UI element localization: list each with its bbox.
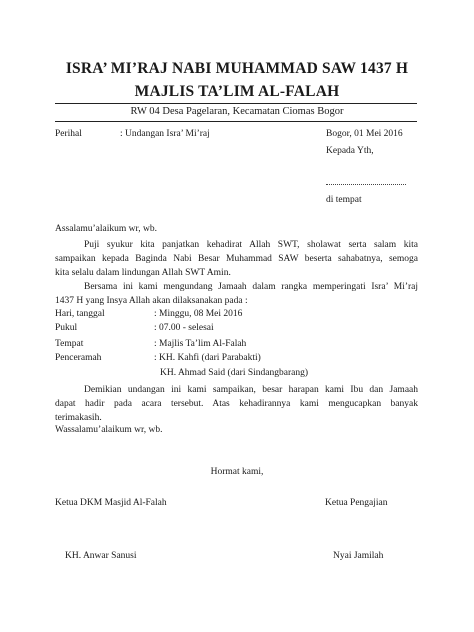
detail-day-value: : Minggu, 08 Mei 2016 bbox=[154, 309, 243, 319]
letter-title-line1: ISRA’ MI’RAJ NABI MUHAMMAD SAW 1437 H bbox=[65, 60, 409, 77]
detail-speaker-label: Penceramah bbox=[55, 353, 102, 363]
closing-line3: terimakasih. bbox=[55, 413, 102, 423]
closing-line2: dapat hadir pada acara tersebut. Atas kehadirannya kami mengucapkan banyak bbox=[55, 399, 418, 409]
signer-left-title: Ketua DKM Masjid Al-Falah bbox=[55, 498, 167, 508]
recipient-label: Kepada Yth, bbox=[326, 146, 374, 156]
detail-time-value: : 07.00 - selesai bbox=[154, 323, 214, 333]
detail-place-label: Tempat bbox=[55, 339, 84, 349]
header-rule-bottom bbox=[55, 121, 417, 122]
header-rule-top bbox=[55, 103, 417, 104]
signer-left-name: KH. Anwar Sanusi bbox=[65, 551, 137, 561]
sign-off: Hormat kami, bbox=[210, 467, 264, 477]
paragraph2-line1: Bersama ini kami mengundang Jamaah dalam rangka memperingati Isra’ Mi’raj bbox=[84, 282, 418, 292]
greeting: Assalamu’alaikum wr, wb. bbox=[55, 224, 157, 234]
paragraph1-line1: Puji syukur kita panjatkan kehadirat Allah SWT, sholawat serta salam kita bbox=[84, 240, 418, 250]
recipient-place: di tempat bbox=[326, 195, 362, 205]
detail-speaker-value-1: : KH. Kahfi (dari Parabakti) bbox=[154, 353, 261, 363]
perihal-label: Perihal bbox=[55, 129, 82, 139]
signer-right-name: Nyai Jamilah bbox=[333, 551, 384, 561]
closing-line1: Demikian undangan ini kami sampaikan, besar harapan kami Ibu dan Jamaah bbox=[84, 385, 418, 395]
detail-day-label: Hari, tanggal bbox=[55, 309, 105, 319]
letter-address: RW 04 Desa Pagelaran, Kecamatan Ciomas Bogor bbox=[130, 106, 344, 117]
paragraph2-line2: 1437 H yang Insya Allah akan dilaksanakan pada : bbox=[55, 296, 248, 306]
signer-right-title: Ketua Pengajian bbox=[325, 498, 388, 508]
farewell: Wassalamu’alaikum wr, wb. bbox=[55, 425, 163, 435]
perihal-value: : Undangan Isra’ Mi’raj bbox=[120, 129, 210, 139]
detail-time-label: Pukul bbox=[55, 323, 78, 333]
recipient-dotted-line bbox=[326, 184, 406, 185]
detail-place-value: : Majlis Ta’lim Al-Falah bbox=[154, 339, 247, 349]
letter-title-line2: MAJLIS TA’LIM AL-FALAH bbox=[134, 83, 340, 100]
paragraph1-line3: kita selalu dalam lindungan Allah SWT Amin. bbox=[55, 268, 231, 278]
paragraph1-line2: sampaikan kepada Baginda Nabi Besar Muhammad SAW beserta sahabatnya, semoga bbox=[55, 254, 418, 264]
place-date: Bogor, 01 Mei 2016 bbox=[326, 129, 403, 139]
detail-speaker-value-2: KH. Ahmad Said (dari Sindangbarang) bbox=[160, 368, 309, 378]
